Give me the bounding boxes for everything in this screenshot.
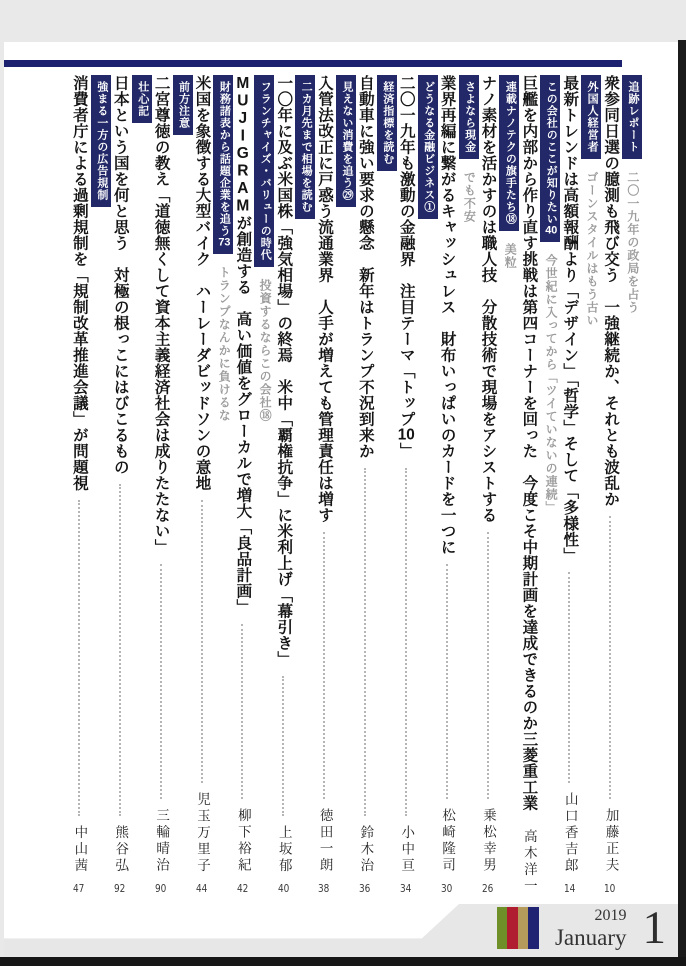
toc-entry-body <box>315 75 333 895</box>
toc-entry <box>560 75 601 895</box>
section-subtitle: 今世紀に入ってから「ツイていないの連続」 <box>544 254 559 514</box>
toc-entry-body <box>479 75 497 895</box>
toc-entry-body <box>601 75 619 895</box>
page-number: 40 <box>277 883 289 895</box>
section-subtitle: 二〇一九年の政局を占う <box>625 171 640 314</box>
toc-entry-body <box>397 75 415 895</box>
toc-entry <box>356 75 397 895</box>
toc-entry-head <box>254 75 274 895</box>
article-title: 業界再編に繋がるキャッシュレス 財布いっぱいのカードを一つに <box>438 75 456 555</box>
page-number: 26 <box>481 883 494 895</box>
toc-entry-head <box>499 75 519 895</box>
author-name: 柳下裕紀 <box>235 808 251 874</box>
toc-entry-head <box>173 75 193 895</box>
author-name: 鈴木治 <box>358 824 374 874</box>
page-number: 10 <box>604 883 616 895</box>
author-name: 三輪晴治 <box>154 808 170 874</box>
article-title: ナノ素材を活かすのは職人技 分散技術で現場をアシストする <box>479 75 497 523</box>
section-label: 経済指標を読む <box>377 75 397 171</box>
issue-date <box>555 908 627 949</box>
toc-entry <box>438 75 479 895</box>
article-title: 二〇一九年も激動の金融界 注目テーマ「トップ10」 <box>397 75 415 459</box>
dotted-leader-line <box>364 468 366 816</box>
magazine-page <box>4 42 678 956</box>
toc-entry <box>70 75 111 895</box>
logo-stripe-3 <box>518 907 529 949</box>
section-label: 強まる一方の広告規制 <box>91 75 111 207</box>
author-name: 上坂郁 <box>276 824 292 874</box>
dotted-leader-line <box>405 468 407 816</box>
toc-entry-body <box>152 75 170 895</box>
toc-entry-head <box>295 75 315 895</box>
toc-entry-body <box>193 75 211 895</box>
section-subtitle: でも不安 <box>462 171 477 223</box>
page-number: 14 <box>563 883 575 895</box>
section-label: 見えない消費を追う㉙ <box>336 75 356 207</box>
toc-entry <box>152 75 193 895</box>
issue-year: 2019 <box>594 906 627 924</box>
author-name: 中山茜 <box>72 824 88 874</box>
page-number: 34 <box>400 883 412 895</box>
logo-stripe-1 <box>497 907 508 949</box>
section-label: さよなら現金 <box>459 75 479 159</box>
dotted-leader-line <box>446 564 448 799</box>
toc-entry-body <box>560 75 578 895</box>
toc-entry-head <box>418 75 438 895</box>
toc-entry <box>601 75 642 895</box>
top-navy-rule <box>4 60 622 67</box>
section-subtitle: 美粒 <box>503 243 518 269</box>
author-name: 小中亘 <box>399 824 415 874</box>
toc-entry <box>397 75 438 895</box>
toc-entry <box>234 75 275 895</box>
page-number: 47 <box>73 883 85 895</box>
toc-entry-body <box>438 75 456 895</box>
section-label: どうなる金融ビジネス① <box>418 75 438 219</box>
section-subtitle: トランプなんかに負けるな <box>217 266 232 422</box>
toc-entry-body <box>111 75 129 895</box>
toc-entry-body <box>234 75 252 895</box>
dotted-leader-line <box>201 500 203 783</box>
dotted-leader-line <box>241 624 243 799</box>
page-number: 42 <box>236 883 249 895</box>
article-title: MUJIGRAMが創造する 高い価値をグローカルで増大「良品計画」 <box>234 75 252 615</box>
toc-entry <box>520 75 561 895</box>
author-name: 乗松幸男 <box>481 808 496 874</box>
toc-entry-head <box>132 75 152 895</box>
page-number: 44 <box>195 883 208 895</box>
page-number: 30 <box>441 883 453 895</box>
page-number: 38 <box>318 883 330 895</box>
toc-entry-head <box>581 75 601 895</box>
toc-entry-head <box>459 75 479 895</box>
dotted-leader-line <box>568 572 570 782</box>
page-edge-shadow-right <box>678 40 686 966</box>
section-label: この会社のここが知りたい40 <box>540 75 560 242</box>
dotted-leader-line <box>119 484 121 816</box>
toc-entry-head <box>622 75 642 895</box>
page-number: 36 <box>359 883 371 895</box>
magazine-logo-icon <box>497 907 539 949</box>
toc-entry-head <box>377 75 397 895</box>
toc-entry-head <box>540 75 560 895</box>
article-title: 自動車に強い要求の懸念 新年はトランプ不況到来か <box>356 75 374 459</box>
toc-entry <box>111 75 152 895</box>
toc-entry-body <box>356 75 374 895</box>
toc-entry-body <box>70 75 88 895</box>
article-title: 一〇年に及ぶ米国株「強気相場」の終焉 米中「覇権抗争」に米利上げ「幕引き」 <box>275 75 293 667</box>
article-title: 二宮尊徳の教え「道徳無くして資本主義経済社会は成りたたない」 <box>152 75 170 555</box>
article-title: 入管法改正に戸惑う流通業界 人手が増えても管理責任は増す <box>316 75 334 523</box>
toc-entry <box>479 75 520 895</box>
toc-entry <box>274 75 315 895</box>
author-name: 加藤正夫 <box>603 808 619 874</box>
page-number: 92 <box>114 883 126 895</box>
author-name: 徳田一朗 <box>317 808 333 874</box>
toc-entry-body <box>274 75 292 895</box>
section-subtitle: ゴーンスタイルはもう古い <box>584 171 599 327</box>
section-label: 前方注意 <box>173 75 193 135</box>
section-subtitle: 投資するならこの会社⑱ <box>258 279 273 422</box>
article-title: 日本という国を何と思う 対極の根っこにはびこるもの <box>111 75 129 475</box>
dotted-leader-line <box>487 532 489 799</box>
toc-entry-head <box>336 75 356 895</box>
toc-entry-body <box>520 75 538 895</box>
logo-stripe-2 <box>507 907 518 949</box>
section-label: 財務諸表から話題企業を追う73 <box>213 75 233 254</box>
section-label: 追跡レポート <box>622 75 642 159</box>
logo-stripe-4 <box>528 907 539 949</box>
issue-number: 1 <box>642 901 666 954</box>
table-of-contents <box>70 75 642 895</box>
article-title: 米国を象徴する大型バイク ハーレーダビッドソンの意地 <box>193 75 211 491</box>
dotted-leader-line <box>78 500 80 816</box>
section-label: 壮心記 <box>132 75 152 123</box>
toc-entry-head <box>213 75 233 895</box>
dotted-leader-line <box>160 564 162 799</box>
article-title: 衆参同日選の臆測も飛び交う 一強継続か、それとも波乱か <box>602 75 620 507</box>
section-label: 二カ月先まで相場を読む <box>295 75 315 219</box>
author-name: 熊谷弘 <box>113 824 129 874</box>
issue-month: January <box>554 924 627 950</box>
article-title: 巨艦を内部から作り直す挑戦は第四コーナーを回った 今度こそ中期計画を達成できるのか三菱重工業 <box>520 75 538 811</box>
section-label: 連載ナノテクの旗手たち⑱ <box>499 75 519 231</box>
section-label: フランチャイズ・バリューの時代 <box>254 75 274 267</box>
article-title: 消費者庁による過剰規制を「規制改革推進会議」が問題視 <box>70 75 88 491</box>
dotted-leader-line <box>282 676 284 816</box>
author-name: 児玉万里子 <box>194 791 210 874</box>
author-name: 松崎隆司 <box>440 808 456 874</box>
toc-entry <box>193 75 234 895</box>
section-label: 外国人経営者 <box>581 75 601 159</box>
page-number: 90 <box>155 883 167 895</box>
toc-entry <box>315 75 356 895</box>
page-edge-shadow-bottom <box>0 957 686 966</box>
toc-entry-head <box>91 75 111 895</box>
dotted-leader-line <box>323 532 325 799</box>
author-name: 高木洋一 <box>521 829 537 895</box>
author-name: 山口香吉郎 <box>562 791 578 874</box>
article-title: 最新トレンドは高額報酬より「デザイン」「哲学」そして「多様性」 <box>561 75 579 564</box>
dotted-leader-line <box>609 516 611 799</box>
brand-block <box>497 901 666 954</box>
